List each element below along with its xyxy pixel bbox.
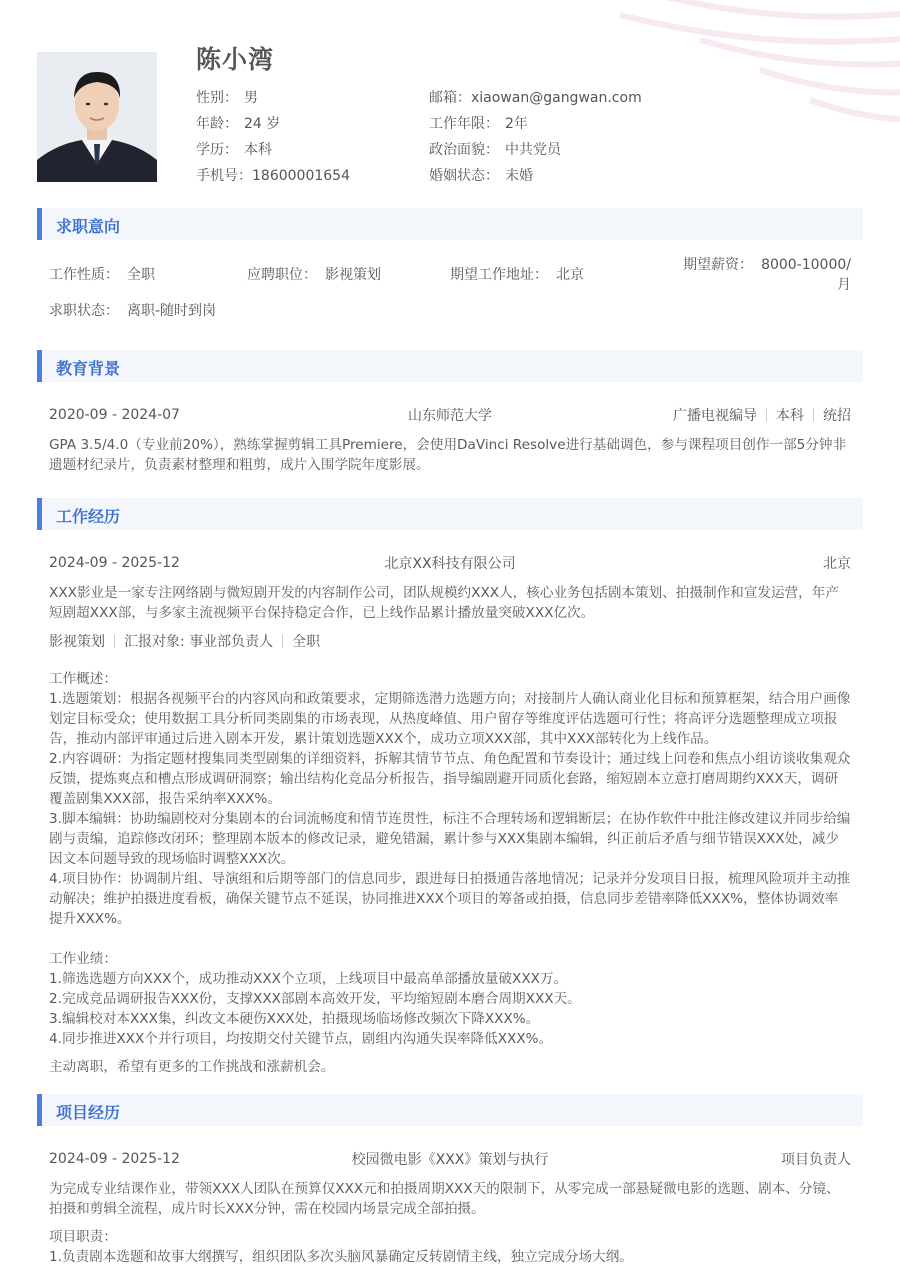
section-accent-bar	[37, 208, 42, 240]
achievement-item: 2.完成竞品调研报告XXX份，支撑XXX部剧本高效开发，平均缩短剧本磨合周期XXX天。	[49, 991, 581, 1007]
phone-field: 手机号：18600001654	[196, 168, 350, 184]
project-block	[49, 1149, 851, 1267]
achievement-item: 3.编辑校对本XXX集，纠改文本硬伤XXX处，拍摄现场临场修改频次下降XXX%。	[49, 1011, 540, 1027]
age-field: 年龄： 24 岁	[196, 116, 281, 132]
section-title: 项目经历	[56, 1103, 121, 1122]
project-description: 为完成专业结课作业，带领XXX人团队在预算仅XXX元和拍摄周期XXX天的限制下，从零完成一部悬疑微电影的选题、剧本、分镜、拍摄和剪辑全流程，成片时长XXX分钟，需在校园内场景完成全部拍摄。	[49, 1181, 840, 1217]
company-name: 北京XX科技有限公司	[384, 556, 516, 572]
section-accent-bar	[37, 350, 42, 382]
overview-item: 3.脚本编辑：协助编剧校对分集剧本的台词流畅度和情节连贯性，标注不合理转场和逻辑断层；在协作软件中批注修改建议并同步给编剧与责编，追踪修改闭环；整理剧本版本的修改记录，避免错漏，累计参与XXX集剧本编辑，纠正前后矛盾与细节错误XXX处，减少因文本问题导致的现场临时调整XXX次。	[49, 811, 851, 867]
work-city: 北京	[823, 556, 851, 572]
education-tags	[591, 405, 851, 425]
candidate-name: 陈小湾	[196, 45, 275, 74]
overview-item: 4.项目协作：协调制片组、导演组和后期等部门的信息同步，跟进每日拍摄通告落地情况；记录并分发项目日报，梳理风险项并主动推动解决；维护拍摄进度看板，确保关键节点不延误，协同推进XXX个项目的筹备或拍摄，信息同步差错率降低XXX%，整体协调效率提升XXX%。	[49, 871, 851, 927]
major: 广播电视编导	[673, 408, 757, 424]
intent-block	[49, 257, 851, 320]
section-accent-bar	[37, 498, 42, 530]
overview-item: 1.选题策划：根据各视频平台的内容风向和政策要求，定期筛选潜力选题方向；对接制片人确认商业化目标和预算框架，结合用户画像划定目标受众；使用数据工具分析同类剧集的市场表现，从热度峰值、用户留存等维度评估选题可行性；将高评分选题整理成立项报告，推动内部评审通过后进入剧本开发，累计策划选题XXX个，成功立项XXX部，其中XXX部转化为上线作品。	[49, 691, 851, 747]
enrollment-mode: 统招	[823, 408, 851, 424]
section-intent-header	[37, 208, 863, 240]
work-role: 影视策划	[49, 634, 105, 650]
work-type: 全职	[292, 634, 321, 650]
project-name: 校园微电影《XXX》策划与执行	[351, 1152, 549, 1168]
section-project-header	[37, 1094, 863, 1126]
section-education-header	[37, 350, 863, 382]
overview-label: 工作概述：	[49, 671, 117, 687]
education-field: 学历： 本科	[196, 142, 272, 158]
work-date: 2024-09 - 2025-12	[49, 555, 180, 571]
basic-info	[196, 84, 836, 188]
overview-item: 2.内容调研：为指定题材搜集同类型剧集的详细资料，拆解其情节节点、角色配置和节奏设计；通过线上问卷和焦点小组访谈收集观众反馈，提炼爽点和槽点形成调研洞察；输出结构化竞品分析报告，指导编剧避开同质化套路，缩短剧本立意打磨周期约XXX天，调研覆盖剧集XXX部，报告采纳率XXX%。	[49, 751, 851, 807]
school-name: 山东师范大学	[408, 408, 492, 424]
degree: 本科	[776, 408, 804, 424]
project-role: 项目负责人	[781, 1152, 851, 1168]
education-block	[49, 405, 851, 475]
education-date: 2020-09 - 2024-07	[49, 407, 180, 423]
resume-header	[37, 40, 863, 185]
work-block	[49, 553, 851, 1077]
gender-field: 性别： 男	[196, 90, 258, 106]
section-title: 教育背景	[56, 359, 121, 378]
project-duty-label: 项目职责：	[49, 1229, 117, 1245]
project-date: 2024-09 - 2025-12	[49, 1151, 180, 1167]
section-accent-bar	[37, 1094, 42, 1126]
avatar	[37, 52, 157, 182]
marital-field: 婚姻状态： 未婚	[429, 168, 533, 184]
intent-type: 工作性质： 全职	[49, 267, 155, 283]
intent-status: 求职状态： 离职-随时到岗	[49, 303, 217, 319]
intent-salary: 期望薪资： 8000-10000/月	[683, 257, 851, 293]
project-duty-item: 1.负责剧本选题和故事大纲撰写，组织团队多次头脑风暴确定反转剧情主线，独立完成分场大纲。	[49, 1249, 633, 1265]
section-work-header	[37, 498, 863, 530]
years-field: 工作年限： 2年	[429, 116, 528, 132]
education-description: GPA 3.5/4.0（专业前20%），熟练掌握剪辑工具Premiere，会使用DaVinci Resolve进行基础调色，参与课程项目创作一部5分钟非遗题材纪录片，负责素材整理和粗剪，成片入围学院年度影展。	[49, 437, 847, 473]
intent-city: 期望工作地址： 北京	[450, 267, 584, 283]
politics-field: 政治面貌： 中共党员	[429, 142, 561, 158]
achievement-item: 4.同步推进XXX个并行项目，均按期交付关键节点，剧组内沟通失误率降低XXX%。	[49, 1031, 553, 1047]
intent-position: 应聘职位： 影视策划	[247, 267, 381, 283]
company-description: XXX影业是一家专注网络剧与微短剧开发的内容制作公司，团队规模约XXX人，核心业务包括剧本策划、拍摄制作和宣发运营，年产短剧超XXX部，与多家主流视频平台保持稳定合作，已上线作品累计播放量突破XXX亿次。	[49, 585, 839, 621]
work-report: 汇报对象: 事业部负责人	[124, 634, 274, 650]
leave-reason: 主动离职，希望有更多的工作挑战和涨薪机会。	[49, 1059, 335, 1075]
section-title: 工作经历	[56, 507, 121, 526]
achievement-item: 1.筛选选题方向XXX个，成功推动XXX个立项，上线项目中最高单部播放量破XXX万。	[49, 971, 568, 987]
work-tags	[49, 631, 851, 651]
section-title: 求职意向	[56, 217, 121, 236]
achievements-label: 工作业绩：	[49, 951, 117, 967]
email-field: 邮箱：xiaowan@gangwan.com	[429, 90, 642, 106]
